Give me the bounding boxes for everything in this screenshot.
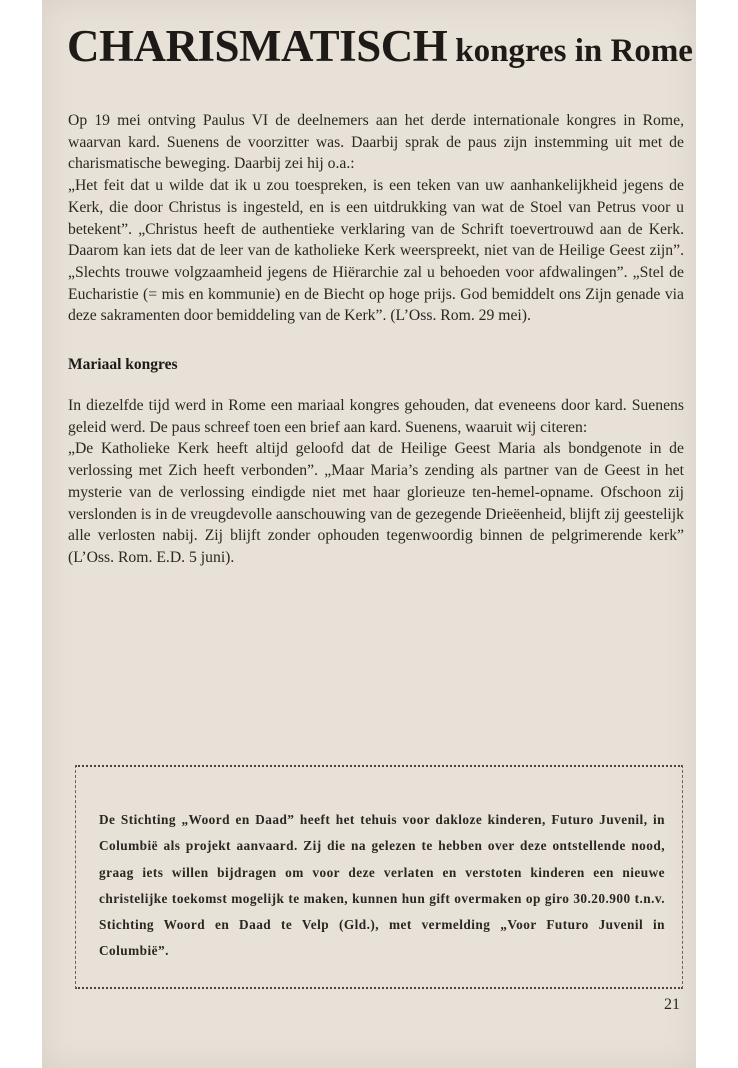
mariaal-kongres-section <box>68 395 684 569</box>
section-heading-mariaal-kongres: Mariaal kongres <box>68 356 178 373</box>
intro-section <box>68 110 684 327</box>
article-title-main: CHARISMATISCH <box>67 21 448 71</box>
section2-paragraph-2: „De Katholieke Kerk heeft altijd geloofd dat de Heilige Geest Maria als bondgenote in de verlossing met Zich heeft verbonden”. „Maar Maria’s zending als partner van de Geest in het mysterie van de verlossing eindigde niet met haar glorieuze ten-hemel-opname. Ofschoon zij verslonden is in de vreugdevolle aanschouwing van de gezegende Drieëenheid, blijft zij geestelijk alle verlosten nabij. Zij blijft zonder ophouden tegenwoordig binnen de pelgrimerende kerk” (L’Oss. Rom. E.D. 5 juni). <box>68 440 684 566</box>
section2-paragraph-1: In diezelfde tijd werd in Rome een mariaal kongres gehouden, dat eveneens door kard. Suenens geleid werd. De paus schreef toen een brief aan kard. Suenens, waaruit wij citeren: <box>68 397 684 436</box>
page-number: 21 <box>664 996 680 1013</box>
intro-paragraph-1: Op 19 mei ontving Paulus VI de deelnemers aan het derde internationale kongres in Rome, waarvan kard. Suenens de voorzitter was. Daarbij sprak de paus zijn instemming uit met de charismatische beweging. Daarbij zei hij o.a.: <box>68 112 684 173</box>
intro-paragraph-2: „Het feit dat u wilde dat ik u zou toespreken, is een teken van uw aanhankelijkheid jegens de Kerk, die door Christus is ingesteld, en is een uitdrukking van wat de Stoel van Petrus voor u betekent”. „Christus heeft de authentieke verklaring van de Schrift toevertrouwd aan de Kerk. Daarom kan iets dat de leer van de katholieke Kerk weerspreekt, niet van de Heilige Geest zijn”. „Slechts trouwe volgzaamheid jegens de Hiërarchie zal u behoeden voor afdwalingen”. „Stel de Eucharistie (= mis en kommunie) en de Biecht op hoge prijs. God bemiddelt ons Zijn genade via deze sakramenten door bemiddeling van de Kerk”. (L’Oss. Rom. 29 mei). <box>68 177 684 325</box>
magazine-page <box>42 0 696 1068</box>
article-title <box>67 21 693 71</box>
notice-box <box>75 765 683 989</box>
notice-text: De Stichting „Woord en Daad” heeft het tehuis voor dakloze kinderen, Futuro Juvenil, in Columbië als projekt aanvaard. Zij die na gelezen te hebben over deze ontstellende nood, graag iets willen bijdragen om voor deze verlaten en verstoten kinderen een nieuwe christelijke toekomst mogelijk te maken, kunnen hun gift overmaken op giro 30.20.900 t.n.v. Stichting Woord en Daad te Velp (Gld.), met vermelding „Voor Futuro Juvenil in Columbië”. <box>99 812 665 959</box>
article-title-rest: kongres in Rome <box>455 33 693 69</box>
